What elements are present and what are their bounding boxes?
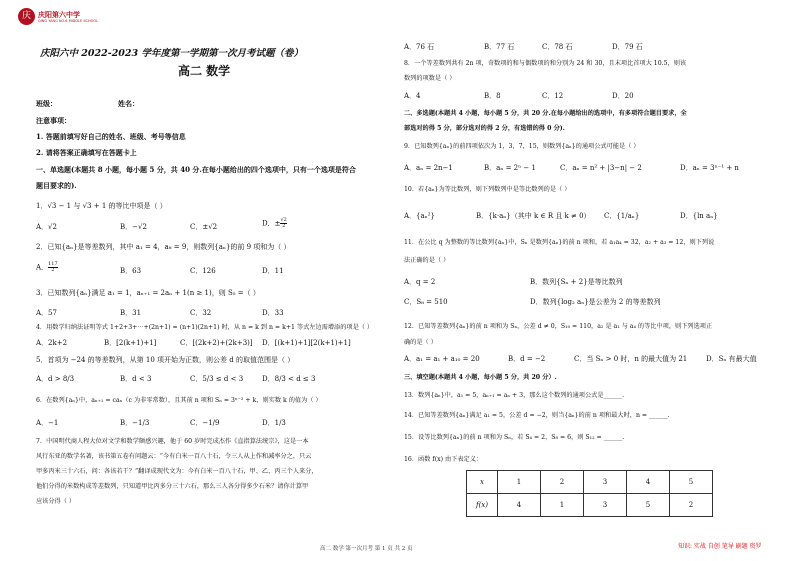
q5-option-a: A．d > 8/3 [36,375,75,383]
table-cell: 1 [498,471,541,494]
question-7-line-4: 他们分得的米数构成等差数列，只知道甲比丙多分三十六石，那么三人各分得多少石米？请你计算甲 [36,483,309,490]
q3-option-a: A．57 [36,309,57,317]
table-cell: 1 [541,494,584,517]
school-subtitle: QING YANG NO.6 MIDDLE SCHOOL [38,19,99,23]
name-label: 姓名： [118,99,139,108]
page-footer: 高二 数学 第一次月考 第 1 页 共 2 页 [320,546,413,552]
table-row-x [467,471,713,494]
q12-option-a: A．a₁ = a₁ + a₁₀ = 20 [404,355,480,363]
q10-option-d: D．{ln aₙ} [680,212,718,220]
q6-option-c: C．−1/9 [190,419,220,427]
q5-option-b: B．d < 3 [120,375,152,383]
question-7-line-1: 7．中国明代商人程大位对文学和数学颇感兴趣，他于 60 岁时完成杰作《直指算法统宗》，这是一本 [36,438,309,445]
table-cell: 5 [627,494,670,517]
section-3-heading: 三、填空题(本题共 4 小题，每小题 5 分，共 20 分）. [404,374,557,381]
subject-heading: 高二 数学 [178,64,231,78]
q6-option-b: B．−1/3 [120,419,150,427]
note-1: 1. 答题前填写好自己的姓名、班级、考号等信息 [36,132,186,141]
table-header-fx: f(x) [467,494,498,517]
q1-option-d-numerator: √2 [280,217,287,223]
question-11-line-2: 法正确的是（ ） [404,257,450,264]
q10-option-b: B．{k·aₙ}（其中 k ∈ R 且 k ≠ 0） [476,212,591,220]
question-1: 1．√3 − 1 与 √3 + 1 的等比中项是（ ） [36,202,167,210]
function-table [466,470,713,517]
question-2: 2．已知{aₙ}是等差数列，其中 a₁ = 4，a₈ = 9，则数列{aₙ}的前 9 项和为（ ） [36,243,291,251]
q8-option-a: A．4 [404,92,421,100]
q7-option-b: B．77 石 [484,43,515,51]
q2-option-b: B．63 [120,267,142,275]
note-2: 2. 请将答案正确填写在答题卡上 [36,148,137,157]
section-2-heading: 二、多选题(本题共 4 小题，每小题 5 分，共 20 分.在每小题给出的选项中，有多项符合题目要求，全 [404,110,687,117]
q7-option-c: C．78 石 [542,43,573,51]
notes-title: 注意事项： [36,116,71,125]
question-7-line-3: 甲多丙米三十六石，问：各该若干？”翻译成现代文为：今有白米一百八十石，甲、乙、丙三个人来分， [36,468,318,475]
question-7-line-2: 风行东亚的数学名著，该书第五卷有问题云：“今有白米一百八十石，令三人从上作和减率分之，只云 [36,453,312,460]
question-7-line-5: 应该分得（ ） [36,498,76,505]
watermark-stamp: 知识: 实战 自创 笔导 刷题 资罗 [678,543,762,550]
q11-option-a: A．q = 2 [404,278,436,286]
q4-option-a: A．2k+2 [36,339,68,347]
question-3: 3．已知数列{aₙ}满足 a₁ = 1，aₙ₊₁ = 2aₙ + 1(n ≥ 1)，则 S₅ =（ ） [36,289,260,297]
table-cell: 5 [670,471,713,494]
q2-option-d: D．11 [262,267,284,275]
q1-option-c: C．±√2 [190,223,218,231]
q11-option-c: C．S₈ = 510 [404,298,448,306]
q11-option-b: B．数列{Sₙ + 2}是等比数列 [530,278,623,286]
section-1-heading: 一、单选题(本题共 8 小题，每小题 5 分，共 40 分.在每小题给出的四个选项中，只有一个选项是符合 [36,165,356,174]
q2-option-a-numerator: 117 [48,261,58,267]
school-logo-icon: 庆 [18,8,35,25]
q4-option-c: C．[(2k+2)+(2k+3)] [180,339,253,347]
q3-option-b: B．31 [120,309,142,317]
q3-option-c: C．32 [190,309,212,317]
question-5: 5．首项为 −24 的等差数列，从第 10 项开始为正数，则公差 d 的取值范围是（ ） [36,356,295,364]
q9-option-a: A．aₙ = 2n−1 [404,164,453,172]
table-header-x: x [467,471,498,494]
q12-option-c: C．当 Sₙ > 0 时，n 的最大值为 21 [574,355,688,363]
question-11-line-1: 11．在公比 q 为整数的等比数列{aₙ}中，Sₙ 是数列{aₙ}的前 n 项和，若 a₁a₄ = 32，a₂ + a₃ = 12，则下列说 [404,239,715,246]
table-cell: 2 [670,494,713,517]
question-8-line-1: 8．一个等差数列共有 2n 项，奇数项的和与偶数项的和分别为 24 和 30，且末项比首项大 10.5，则该 [404,60,687,67]
q1-option-b: B．−√2 [120,223,147,231]
question-15: 15．设等比数列{aₙ}的前 n 项和为 Sₙ，若 S₄ = 2，S₈ = 6，则 S₁₂ = ______. [404,434,625,441]
question-9: 9．已知数列{aₙ}的前四项依次为 1，3，7，15，则数列{aₙ}的通项公式可能是（ ） [404,143,640,150]
q8-option-d: D．20 [612,92,634,100]
q4-option-b: B．[2(k+1)+1] [104,339,157,347]
q2-option-c: C．126 [190,267,216,275]
school-name: 庆阳第六中学 [38,11,80,19]
q1-option-d [262,218,287,229]
q10-option-a: A．{aₙ²} [404,212,435,220]
q12-option-b: B．d = −2 [508,355,546,363]
question-4: 4．用数学归纳法证明等式 1+2+3+⋯+(2n+1) = (n+1)(2n+1) 时，从 n = k 到 n = k+1 等式左边需增添的项是（ ） [36,324,374,331]
question-12-line-1: 12．已知等差数列{aₙ}的前 n 项和为 Sₙ，公差 d ≠ 0，S₁₀ = 110，a₂ 是 a₁ 与 a₄ 的等比中项，则下列选项正 [404,323,713,330]
table-cell: 3 [584,494,627,517]
question-16: 16．函数 f(x) 由下表定义： [404,456,483,463]
question-13: 13．数列{aₙ}中，a₁ = 5，aₙ₊₁ = aₙ + 3，那么这个数列的通项公式是______. [404,392,625,399]
table-cell: 4 [498,494,541,517]
q3-option-d: D．33 [262,309,284,317]
q2-option-a-denominator: 2 [51,267,55,273]
q6-option-a: A．−1 [36,419,59,427]
section-1-heading-cont: 题目要求的). [36,181,77,190]
q10-option-c: C．{1/aₙ} [604,212,640,220]
q11-option-d: D．数列{log₂ aₙ}是公差为 2 的等差数列 [530,298,661,306]
question-14: 14．已知等差数列{aₙ}满足 a₁ = 5，公差 d = −2，则当{aₙ}的前 n 项和最大时，n = ______. [404,412,670,419]
exam-title: 庆阳六中 2022-2023 学年度第一学期第一次月考试题（卷） [40,48,303,59]
q5-option-c: C．5/3 ≤ d < 3 [190,375,244,383]
table-cell: 4 [627,471,670,494]
question-8-line-2: 数列的项数是（ ） [404,75,456,82]
table-row-fx [467,494,713,517]
q1-option-d-denominator: 2 [282,223,286,229]
q7-option-d: D．79 石 [612,43,643,51]
q1-option-a: A．√2 [36,223,57,231]
class-label: 班级： [36,99,57,108]
table-cell: 2 [541,471,584,494]
q8-option-c: C．12 [542,92,564,100]
q9-option-b: B．aₙ = 2ⁿ − 1 [484,164,536,172]
q8-option-b: B．8 [484,92,501,100]
q2-option-a [36,262,58,273]
q4-option-d: D．[(k+1)+1][2(k+1)+1] [262,339,351,347]
q12-option-d: D．Sₙ 有最大值 [706,355,757,363]
q7-option-a: A．76 石 [404,43,435,51]
q1-option-d-fraction [280,218,286,229]
question-12-line-2: 确的是（ ） [404,339,437,346]
q6-option-d: D．1/3 [262,419,286,427]
q2-option-a-prefix: A． [36,263,49,272]
q5-option-d: D．8/3 < d ≤ 3 [262,375,316,383]
q9-option-c: C．aₙ = n² + |3−n| − 2 [560,164,642,172]
section-2-heading-cont: 部选对的得 5 分，部分选对的得 2 分，有选错的得 0 分). [404,125,565,132]
question-10: 10．若{aₙ}为等比数列，则下列数列中是等比数列的是（ ） [404,186,571,193]
q9-option-d: D．aₙ = 3ⁿ⁻¹ + n [680,164,739,172]
q1-option-d-prefix: D．± [262,219,281,228]
table-cell: 3 [584,471,627,494]
question-6: 6．在数列{aₙ}中，aₙ₊₁ = caₙ（c 为非零常数），且其前 n 项和 Sₙ = 3ⁿ⁻² + k，则实数 k 的值为（ ） [36,397,322,404]
q2-option-a-fraction [48,262,58,273]
